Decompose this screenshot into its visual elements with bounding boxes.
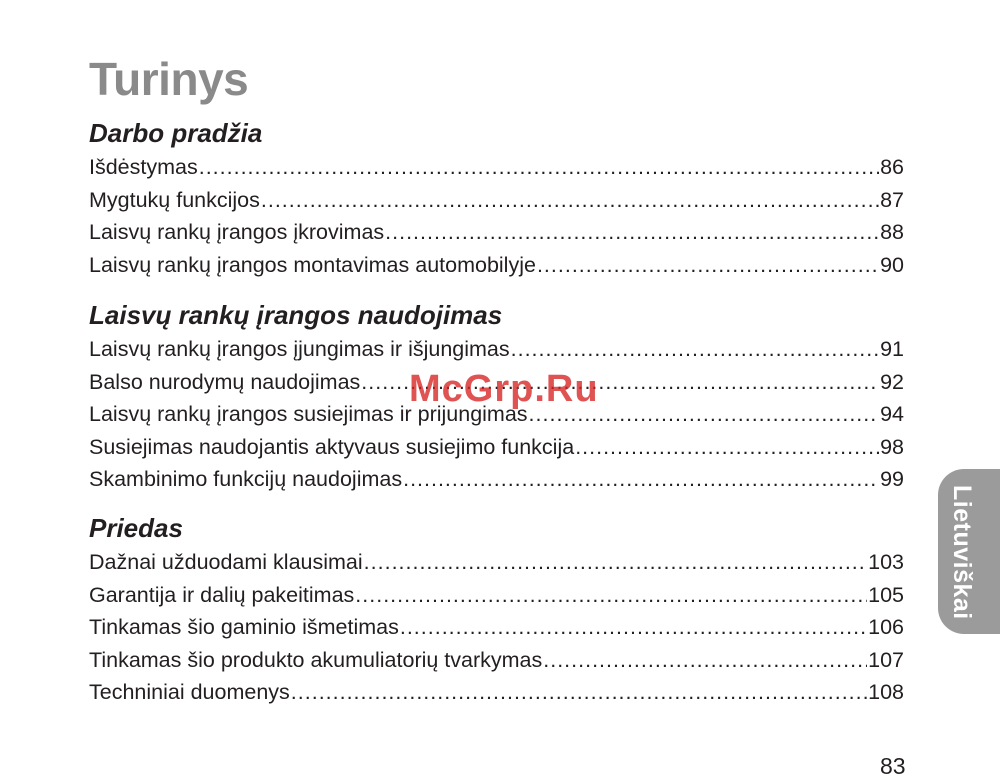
toc-entry-label: Laisvų rankų įrangos įkrovimas xyxy=(89,220,385,244)
toc-entry-label: Dažnai užduodami klausimai xyxy=(89,550,363,574)
dot-leader xyxy=(261,184,879,217)
toc-entry-page: 91 xyxy=(880,337,904,361)
toc-entry[interactable] xyxy=(89,611,904,644)
page-title: Turinys xyxy=(89,53,249,105)
toc-entry-page: 92 xyxy=(880,369,904,394)
toc-entry-page: 103 xyxy=(868,550,904,574)
dot-leader xyxy=(537,249,879,282)
toc-section-getting-started xyxy=(89,116,904,281)
toc-entry-label: Tinkamas šio produkto akumuliatorių tvarkymas xyxy=(89,647,543,672)
toc-entry[interactable] xyxy=(89,676,904,709)
toc-entry-page: 98 xyxy=(880,434,904,459)
dot-leader xyxy=(575,431,879,464)
toc-entry-page: 90 xyxy=(880,252,904,277)
language-side-tab-label: Lietuviškai xyxy=(948,484,976,620)
toc-entry[interactable] xyxy=(89,151,904,184)
toc-entry-label: Skambinimo funkcijų naudojimas xyxy=(89,467,403,491)
toc-entry-label: Laisvų rankų įrangos susiejimas ir prijungimas xyxy=(89,402,528,426)
watermark: McGrp.Ru xyxy=(409,368,599,410)
toc-entry-label: Laisvų rankų įrangos įjungimas ir išjungimas xyxy=(89,337,510,361)
dot-leader xyxy=(385,216,879,249)
toc-entry[interactable] xyxy=(89,431,904,464)
section-title: Laisvų rankų įrangos naudojimas xyxy=(89,300,503,330)
section-title: Darbo pradžia xyxy=(89,118,263,148)
toc-entry-page: 88 xyxy=(880,220,904,244)
toc-entry-page: 107 xyxy=(868,647,904,672)
section-title: Priedas xyxy=(89,513,183,543)
toc-entry-page: 94 xyxy=(880,402,904,426)
dot-leader xyxy=(364,546,867,579)
toc-entry-label: Išdėstymas xyxy=(89,155,198,179)
toc-entry-label: Mygtukų funkcijos xyxy=(89,187,260,212)
toc-entry-page: 106 xyxy=(868,615,904,639)
toc-entry-page: 86 xyxy=(880,155,904,179)
toc-entry[interactable] xyxy=(89,546,904,579)
toc-entry[interactable] xyxy=(89,184,904,217)
dot-leader xyxy=(355,579,867,612)
page-number: 83 xyxy=(880,753,906,779)
toc-entry[interactable] xyxy=(89,333,904,366)
toc-entry[interactable] xyxy=(89,216,904,249)
toc-entry-page: 108 xyxy=(868,680,904,704)
toc-entry-label: Techniniai duomenys xyxy=(89,680,290,704)
dot-leader xyxy=(511,333,879,366)
dot-leader xyxy=(199,151,879,184)
toc-entry-page: 87 xyxy=(880,187,904,212)
toc-entry-label: Laisvų rankų įrangos montavimas automobilyje xyxy=(89,252,536,277)
toc-entry-label: Balso nurodymų naudojimas xyxy=(89,369,361,394)
toc-entry-label: Garantija ir dalių pakeitimas xyxy=(89,582,355,607)
toc-entry[interactable] xyxy=(89,644,904,677)
dot-leader xyxy=(400,611,867,644)
toc-entry-page: 105 xyxy=(868,582,904,607)
toc-section-appendix xyxy=(89,511,904,709)
toc-entry[interactable] xyxy=(89,579,904,612)
dot-leader xyxy=(291,676,867,709)
toc-entry-page: 99 xyxy=(880,467,904,491)
toc-entry-label: Susiejimas naudojantis aktyvaus susiejimo funkcija xyxy=(89,434,575,459)
toc-entry[interactable] xyxy=(89,249,904,282)
toc-entry-label: Tinkamas šio gaminio išmetimas xyxy=(89,615,399,639)
toc-entry[interactable] xyxy=(89,463,904,496)
dot-leader xyxy=(403,463,879,496)
dot-leader xyxy=(543,644,867,677)
